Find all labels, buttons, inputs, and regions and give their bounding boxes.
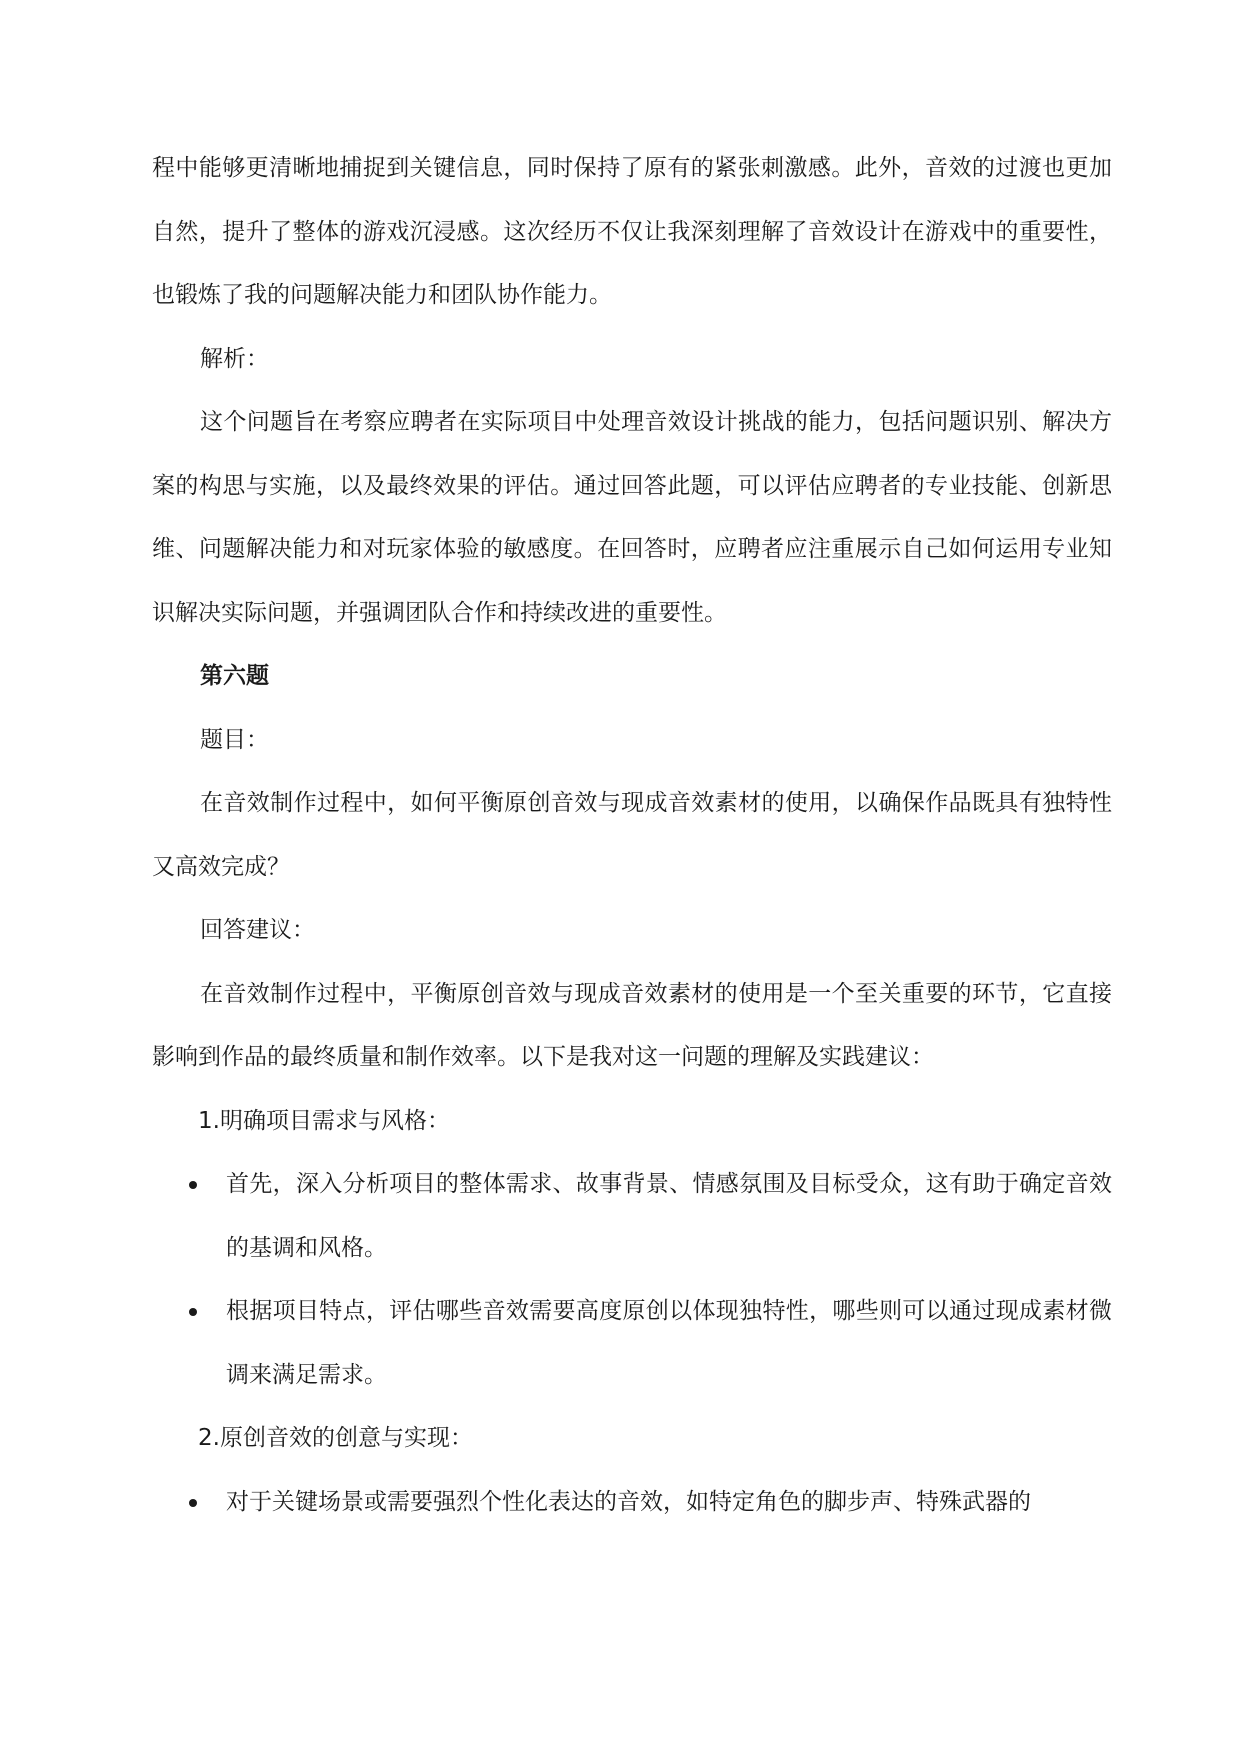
bullet-icon [189, 1181, 197, 1189]
list-item [152, 1471, 1112, 1535]
label-question: 题目： [200, 726, 269, 753]
paragraph-question: 在音效制作过程中，如何平衡原创音效与现成音效素材的使用，以确保作品既具有独特性又高效完成？ [152, 790, 1112, 880]
bullet-icon [189, 1308, 197, 1316]
paragraph-continuation: 程中能够更清晰地捕捉到关键信息，同时保持了原有的紧张刺激感。此外，音效的过渡也更加自然，提升了整体的游戏沉浸感。这次经历不仅让我深刻理解了音效设计在游戏中的重要性，也锻炼了我的问题解决能力和团队协作能力。 [152, 155, 1112, 308]
question-heading: 第六题 [200, 663, 269, 689]
list-item [152, 1280, 1112, 1407]
paragraph-analysis: 这个问题旨在考察应聘者在实际项目中处理音效设计挑战的能力，包括问题识别、解决方案的构思与实施，以及最终效果的评估。通过回答此题，可以评估应聘者的专业技能、创新思维、问题解决能力和对玩家体验的敏感度。在回答时，应聘者应注重展示自己如何运用专业知识解决实际问题，并强调团队合作和持续改进的重要性。 [152, 409, 1112, 626]
list-item [152, 1153, 1112, 1280]
document-body [152, 137, 1112, 1534]
paragraph-answer-intro: 在音效制作过程中，平衡原创音效与现成音效素材的使用是一个至关重要的环节，它直接影响到作品的最终质量和制作效率。以下是我对这一问题的理解及实践建议： [152, 980, 1112, 1070]
label-answer-suggestion: 回答建议： [200, 917, 315, 943]
numbered-item-1: 1.明确项目需求与风格： [198, 1107, 450, 1134]
list-item-text: 根据项目特点，评估哪些音效需要高度原创以体现独特性，哪些则可以通过现成素材微调来满足需求。 [226, 1298, 1112, 1388]
bullet-icon [189, 1499, 197, 1507]
list-item-text: 首先，深入分析项目的整体需求、故事背景、情感氛围及目标受众，这有助于确定音效的基调和风格。 [226, 1171, 1112, 1261]
label-analysis: 解析： [200, 345, 269, 372]
numbered-item-2: 2.原创音效的创意与实现： [198, 1425, 473, 1451]
list-item-text: 对于关键场景或需要强烈个性化表达的音效，如特定角色的脚步声、特殊武器的 [226, 1488, 1031, 1515]
